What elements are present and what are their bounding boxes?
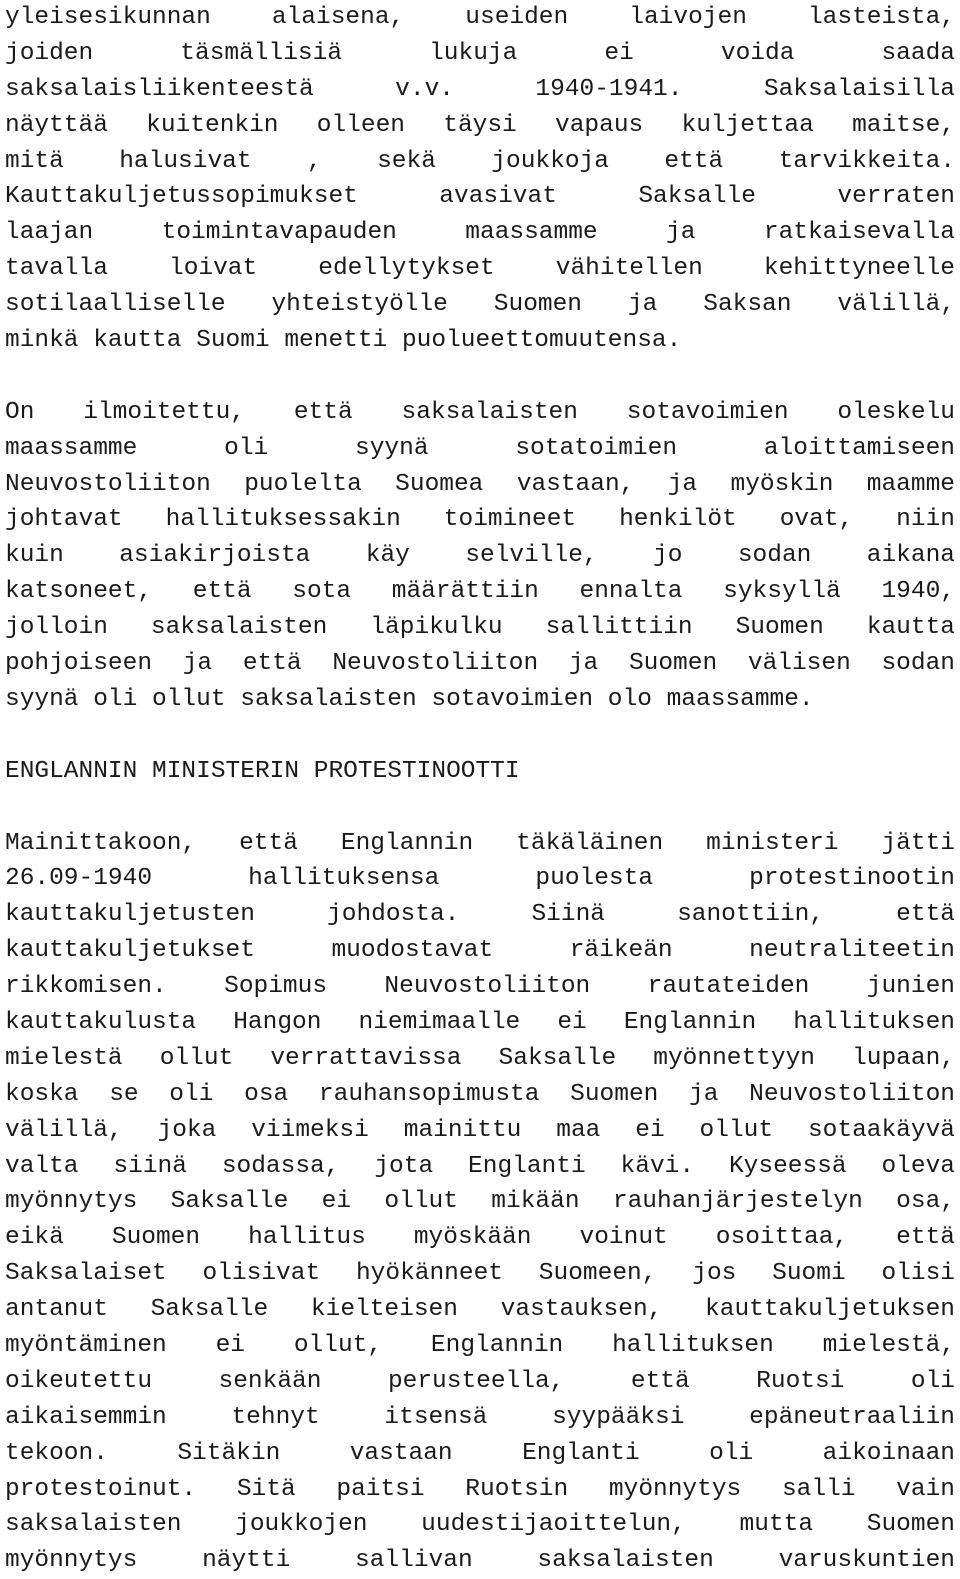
text-line: antanut Saksalle kielteisen vastauksen, kauttakuljetuksen (5, 1292, 955, 1328)
text-line: näyttää kuitenkin olleen täysi vapaus kuljettaa maitse, (5, 108, 955, 144)
text-line: eikä Suomen hallitus myöskään voinut osoittaa, että (5, 1220, 955, 1256)
paragraph-transit-agreements (5, 0, 955, 359)
text-line: protestoinut. Sitä paitsi Ruotsin myönnytys salli vain (5, 1472, 955, 1508)
text-line: koska se oli osa rauhansopimusta Suomen ja Neuvostoliiton (5, 1077, 955, 1113)
text-line: katsoneet, että sota määrättiin ennalta syksyllä 1940, (5, 574, 955, 610)
text-line: aikaisemmin tehnyt itsensä syypääksi epäneutraaliin (5, 1400, 955, 1436)
document-page (5, 0, 955, 1579)
text-line: johtavat hallituksessakin toimineet henkilöt ovat, niin (5, 502, 955, 538)
text-line: mielestä ollut verrattavissa Saksalle myönnettyyn lupaan, (5, 1041, 955, 1077)
text-line: minkä kautta Suomi menetti puolueettomuutensa. (5, 323, 955, 359)
text-line: oikeutettu senkään perusteella, että Ruotsi oli (5, 1364, 955, 1400)
text-line: saksalaisliikenteestä v.v. 1940-1941. Saksalaisilla (5, 72, 955, 108)
text-line: Neuvostoliiton puolelta Suomea vastaan, ja myöskin maamme (5, 467, 955, 503)
text-line: Saksalaiset olisivat hyökänneet Suomeen, jos Suomi olisi (5, 1256, 955, 1292)
text-line: myönnytys näytti sallivan saksalaisten varuskuntien (5, 1543, 955, 1579)
text-line: syynä oli ollut saksalaisten sotavoimien olo maassamme. (5, 682, 955, 718)
text-line: pohjoiseen ja että Neuvostoliiton ja Suomen välisen sodan (5, 646, 955, 682)
text-line: sotilaalliselle yhteistyölle Suomen ja Saksan välillä, (5, 287, 955, 323)
text-line: kauttakuljetusten johdosta. Siinä sanottiin, että (5, 897, 955, 933)
text-line: myöntäminen ei ollut, Englannin hallituksen mielestä, (5, 1328, 955, 1364)
text-line: yleisesikunnan alaisena, useiden laivojen lasteista, (5, 0, 955, 36)
text-line: mitä halusivat , sekä joukkoja että tarvikkeita. (5, 144, 955, 180)
text-line: kuin asiakirjoista käy selville, jo sodan aikana (5, 538, 955, 574)
text-line: kauttakulusta Hangon niemimaalle ei Englannin hallituksen (5, 1005, 955, 1041)
section-heading: ENGLANNIN MINISTERIN PROTESTINOOTTI (5, 754, 955, 790)
text-line: laajan toimintavapauden maassamme ja ratkaisevalla (5, 215, 955, 251)
text-line: saksalaisten joukkojen uudestijaoittelun, mutta Suomen (5, 1507, 955, 1543)
paragraph-british-protest (5, 826, 955, 1579)
text-line: Mainittakoon, että Englannin täkäläinen ministeri jätti (5, 826, 955, 862)
text-line: Kauttakuljetussopimukset avasivat Saksalle verraten (5, 179, 955, 215)
text-line: kauttakuljetukset muodostavat räikeän neutraliteetin (5, 933, 955, 969)
paragraph-german-troops (5, 395, 955, 718)
text-line: myönnytys Saksalle ei ollut mikään rauhanjärjestelyn osa, (5, 1184, 955, 1220)
text-line: maassamme oli syynä sotatoimien aloittamiseen (5, 431, 955, 467)
text-line: välillä, joka viimeksi mainittu maa ei ollut sotaakäyvä (5, 1113, 955, 1149)
text-line: valta siinä sodassa, jota Englanti kävi. Kyseessä oleva (5, 1149, 955, 1185)
text-line: tavalla loivat edellytykset vähitellen kehittyneelle (5, 251, 955, 287)
text-line: joiden täsmällisiä lukuja ei voida saada (5, 36, 955, 72)
text-line: On ilmoitettu, että saksalaisten sotavoimien oleskelu (5, 395, 955, 431)
text-line: jolloin saksalaisten läpikulku sallittiin Suomen kautta (5, 610, 955, 646)
text-line: rikkomisen. Sopimus Neuvostoliiton rautateiden junien (5, 969, 955, 1005)
text-line: 26.09-1940 hallituksensa puolesta protestinootin (5, 861, 955, 897)
text-line: tekoon. Sitäkin vastaan Englanti oli aikoinaan (5, 1436, 955, 1472)
